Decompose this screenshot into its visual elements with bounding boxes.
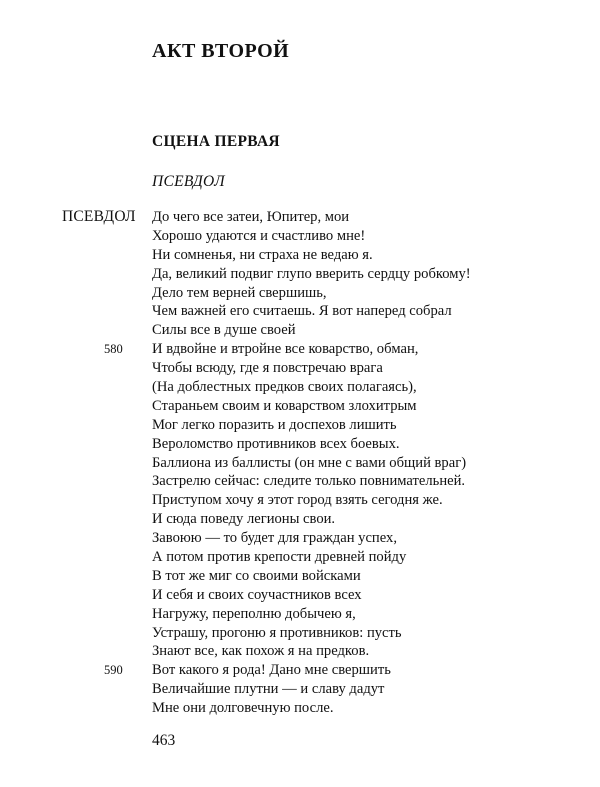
line-text: Силы все в душе своей bbox=[152, 322, 296, 339]
verse-line bbox=[152, 454, 572, 473]
verse-line bbox=[152, 567, 572, 586]
verse-line bbox=[152, 321, 572, 340]
verse-line bbox=[152, 680, 572, 699]
line-text: Чем важней его считаешь. Я вот наперед собрал bbox=[152, 303, 452, 320]
verse-line bbox=[152, 208, 572, 227]
line-text: Дело тем верней свершишь, bbox=[152, 284, 327, 301]
line-number: 590 bbox=[104, 663, 123, 678]
verse-line bbox=[152, 284, 572, 303]
verse-line bbox=[152, 359, 572, 378]
verse-line bbox=[152, 586, 572, 605]
line-number: 580 bbox=[104, 342, 123, 357]
act-title: АКТ ВТОРОЙ bbox=[152, 40, 290, 62]
line-text: Мне они долговечную после. bbox=[152, 700, 334, 717]
verse-line bbox=[152, 491, 572, 510]
character-heading: ПСЕВДОЛ bbox=[152, 173, 225, 190]
line-text: Величайшие плутни — и славу дадут bbox=[152, 681, 385, 698]
verse-line bbox=[104, 661, 572, 680]
verse-line bbox=[152, 548, 572, 567]
line-text: Завоюю — то будет для граждан успех, bbox=[152, 530, 397, 547]
line-text: В тот же миг со своими войсками bbox=[152, 567, 361, 584]
line-text: Вероломство противников всех боевых. bbox=[152, 435, 400, 452]
verse-line bbox=[152, 529, 572, 548]
verse-line bbox=[152, 265, 572, 284]
verse-line bbox=[152, 642, 572, 661]
verse-line bbox=[152, 699, 572, 718]
verse-line bbox=[152, 227, 572, 246]
line-text: А потом против крепости древней пойду bbox=[152, 549, 407, 566]
verse-line bbox=[152, 397, 572, 416]
verse-line bbox=[152, 378, 572, 397]
verse-line bbox=[104, 340, 572, 359]
line-text: Вот какого я рода! Дано мне свершить bbox=[152, 662, 391, 679]
line-text: И вдвойне и втройне все коварство, обман, bbox=[152, 341, 419, 358]
line-text: До чего все затеи, Юпитер, мои bbox=[152, 209, 350, 225]
line-text: Знают все, как похож я на предков. bbox=[152, 643, 370, 660]
line-text: Застрелю сейчас: следите только повнимательней. bbox=[152, 473, 466, 490]
line-text: Стараньем своим и коварством злохитрым bbox=[152, 397, 417, 414]
verse-line bbox=[152, 624, 572, 643]
line-text: Нагружу, переполню добычею я, bbox=[152, 605, 356, 622]
verse-text bbox=[104, 208, 572, 718]
verse-line bbox=[152, 302, 572, 321]
line-text: Устрашу, прогоню я противников: пусть bbox=[152, 624, 402, 641]
scene-title: СЦЕНА ПЕРВАЯ bbox=[152, 133, 280, 150]
line-text: Баллиона из баллисты (он мне с вами общий враг) bbox=[152, 454, 467, 471]
page-number: 463 bbox=[152, 732, 176, 749]
line-text: И себя и своих соучастников всех bbox=[152, 586, 362, 603]
line-text: Мог легко поразить и доспехов лишить bbox=[152, 416, 397, 433]
line-text: Чтобы всюду, где я повстречаю врага bbox=[152, 360, 383, 377]
verse-line bbox=[152, 416, 572, 435]
speaker-name: ПСЕВДОЛ bbox=[62, 208, 136, 225]
line-text: Приступом хочу я этот город взять сегодня же. bbox=[152, 492, 443, 509]
verse-line bbox=[152, 435, 572, 454]
line-text: И сюда поведу легионы свои. bbox=[152, 511, 336, 528]
line-text: Ни сомненья, ни страха не ведаю я. bbox=[152, 246, 373, 263]
verse-line bbox=[152, 246, 572, 265]
line-text: Хорошо удаются и счастливо мне! bbox=[152, 227, 366, 244]
line-text: Да, великий подвиг глупо вверить сердцу робкому! bbox=[152, 265, 471, 282]
verse-line bbox=[152, 472, 572, 491]
verse-line bbox=[152, 510, 572, 529]
line-text: (На доблестных предков своих полагаясь), bbox=[152, 379, 417, 396]
verse-line bbox=[152, 605, 572, 624]
